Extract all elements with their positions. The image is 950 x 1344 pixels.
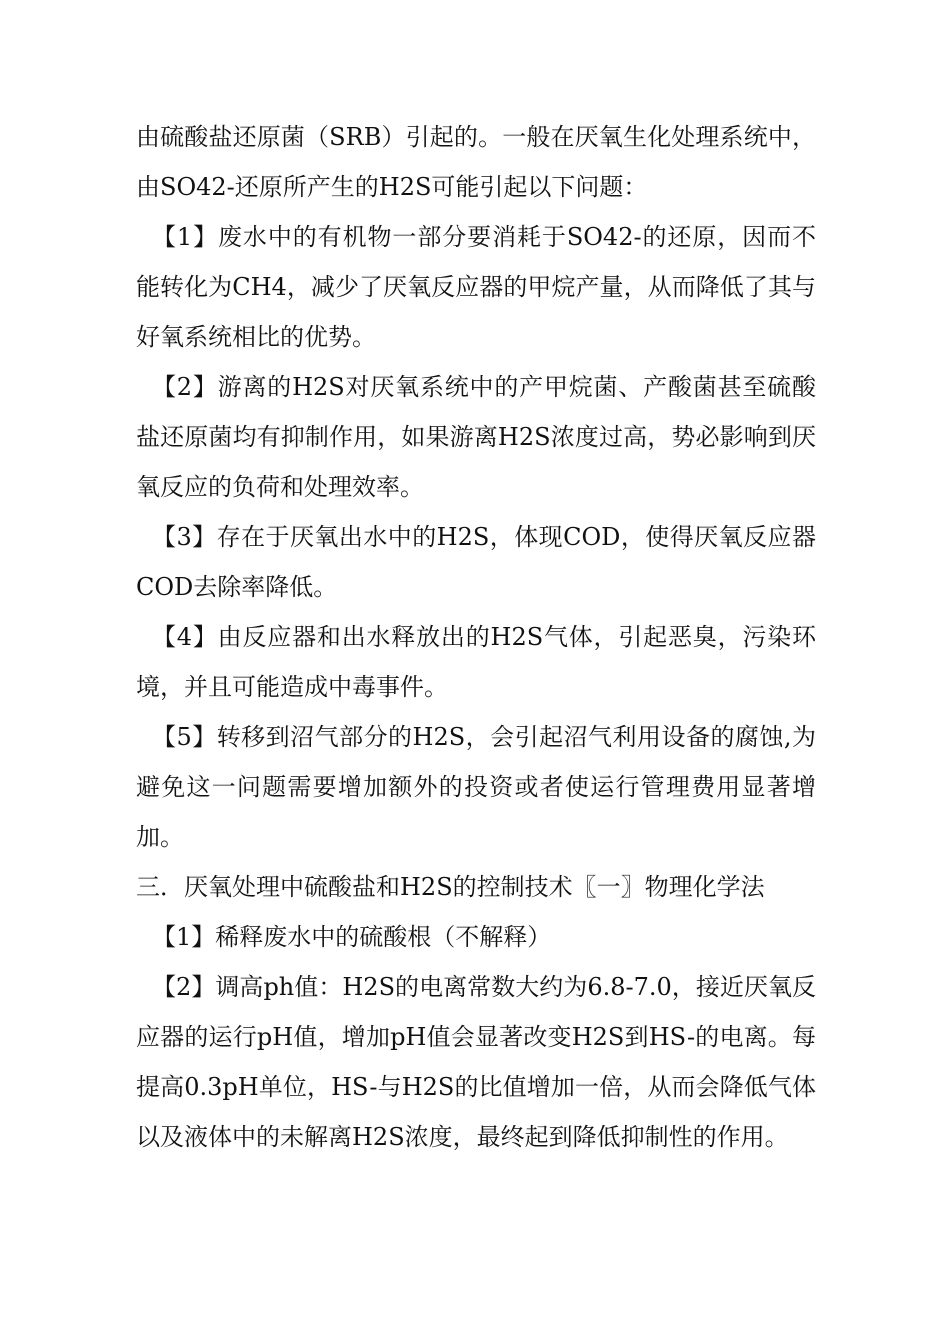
paragraph-method-2: 【2】调高ph值：H2S的电离常数大约为6.8-7.0，接近厌氧反应器的运行pH值，增加pH值会显著改变H2S到HS-的电离。每提高0.3pH单位，HS-与H2S的比值增加一倍，从而会降低气体以及液体中的未解离H2S浓度，最终起到降低抑制性的作用。 xyxy=(136,973,816,1151)
document-page xyxy=(136,112,816,1162)
paragraph-item-5: 【5】转移到沼气部分的H2S，会引起沼气利用设备的腐蚀,为避免这一问题需要增加额外的投资或者使运行管理费用显著增加。 xyxy=(136,723,816,851)
paragraph-item-1: 【1】废水中的有机物一部分要消耗于SO42-的还原，因而不能转化为CH4，减少了厌氧反应器的甲烷产量，从而降低了其与好氧系统相比的优势。 xyxy=(136,223,816,351)
paragraph-item-4: 【4】由反应器和出水释放出的H2S气体，引起恶臭，污染环境，并且可能造成中毒事件。 xyxy=(136,623,816,701)
section-heading: 三．厌氧处理中硫酸盐和H2S的控制技术〖一〗物理化学法 xyxy=(136,873,765,901)
paragraph-method-1: 【1】稀释废水中的硫酸根（不解释） xyxy=(152,923,552,951)
paragraph-item-3: 【3】存在于厌氧出水中的H2S，体现COD，使得厌氧反应器COD去除率降低。 xyxy=(136,523,816,601)
paragraph-intro: 由硫酸盐还原菌（SRB）引起的。一般在厌氧生化处理系统中，由SO42-还原所产生的H2S可能引起以下问题： xyxy=(136,123,816,201)
paragraph-item-2: 【2】游离的H2S对厌氧系统中的产甲烷菌、产酸菌甚至硫酸盐还原菌均有抑制作用，如果游离H2S浓度过高，势必影响到厌氧反应的负荷和处理效率。 xyxy=(136,373,816,501)
